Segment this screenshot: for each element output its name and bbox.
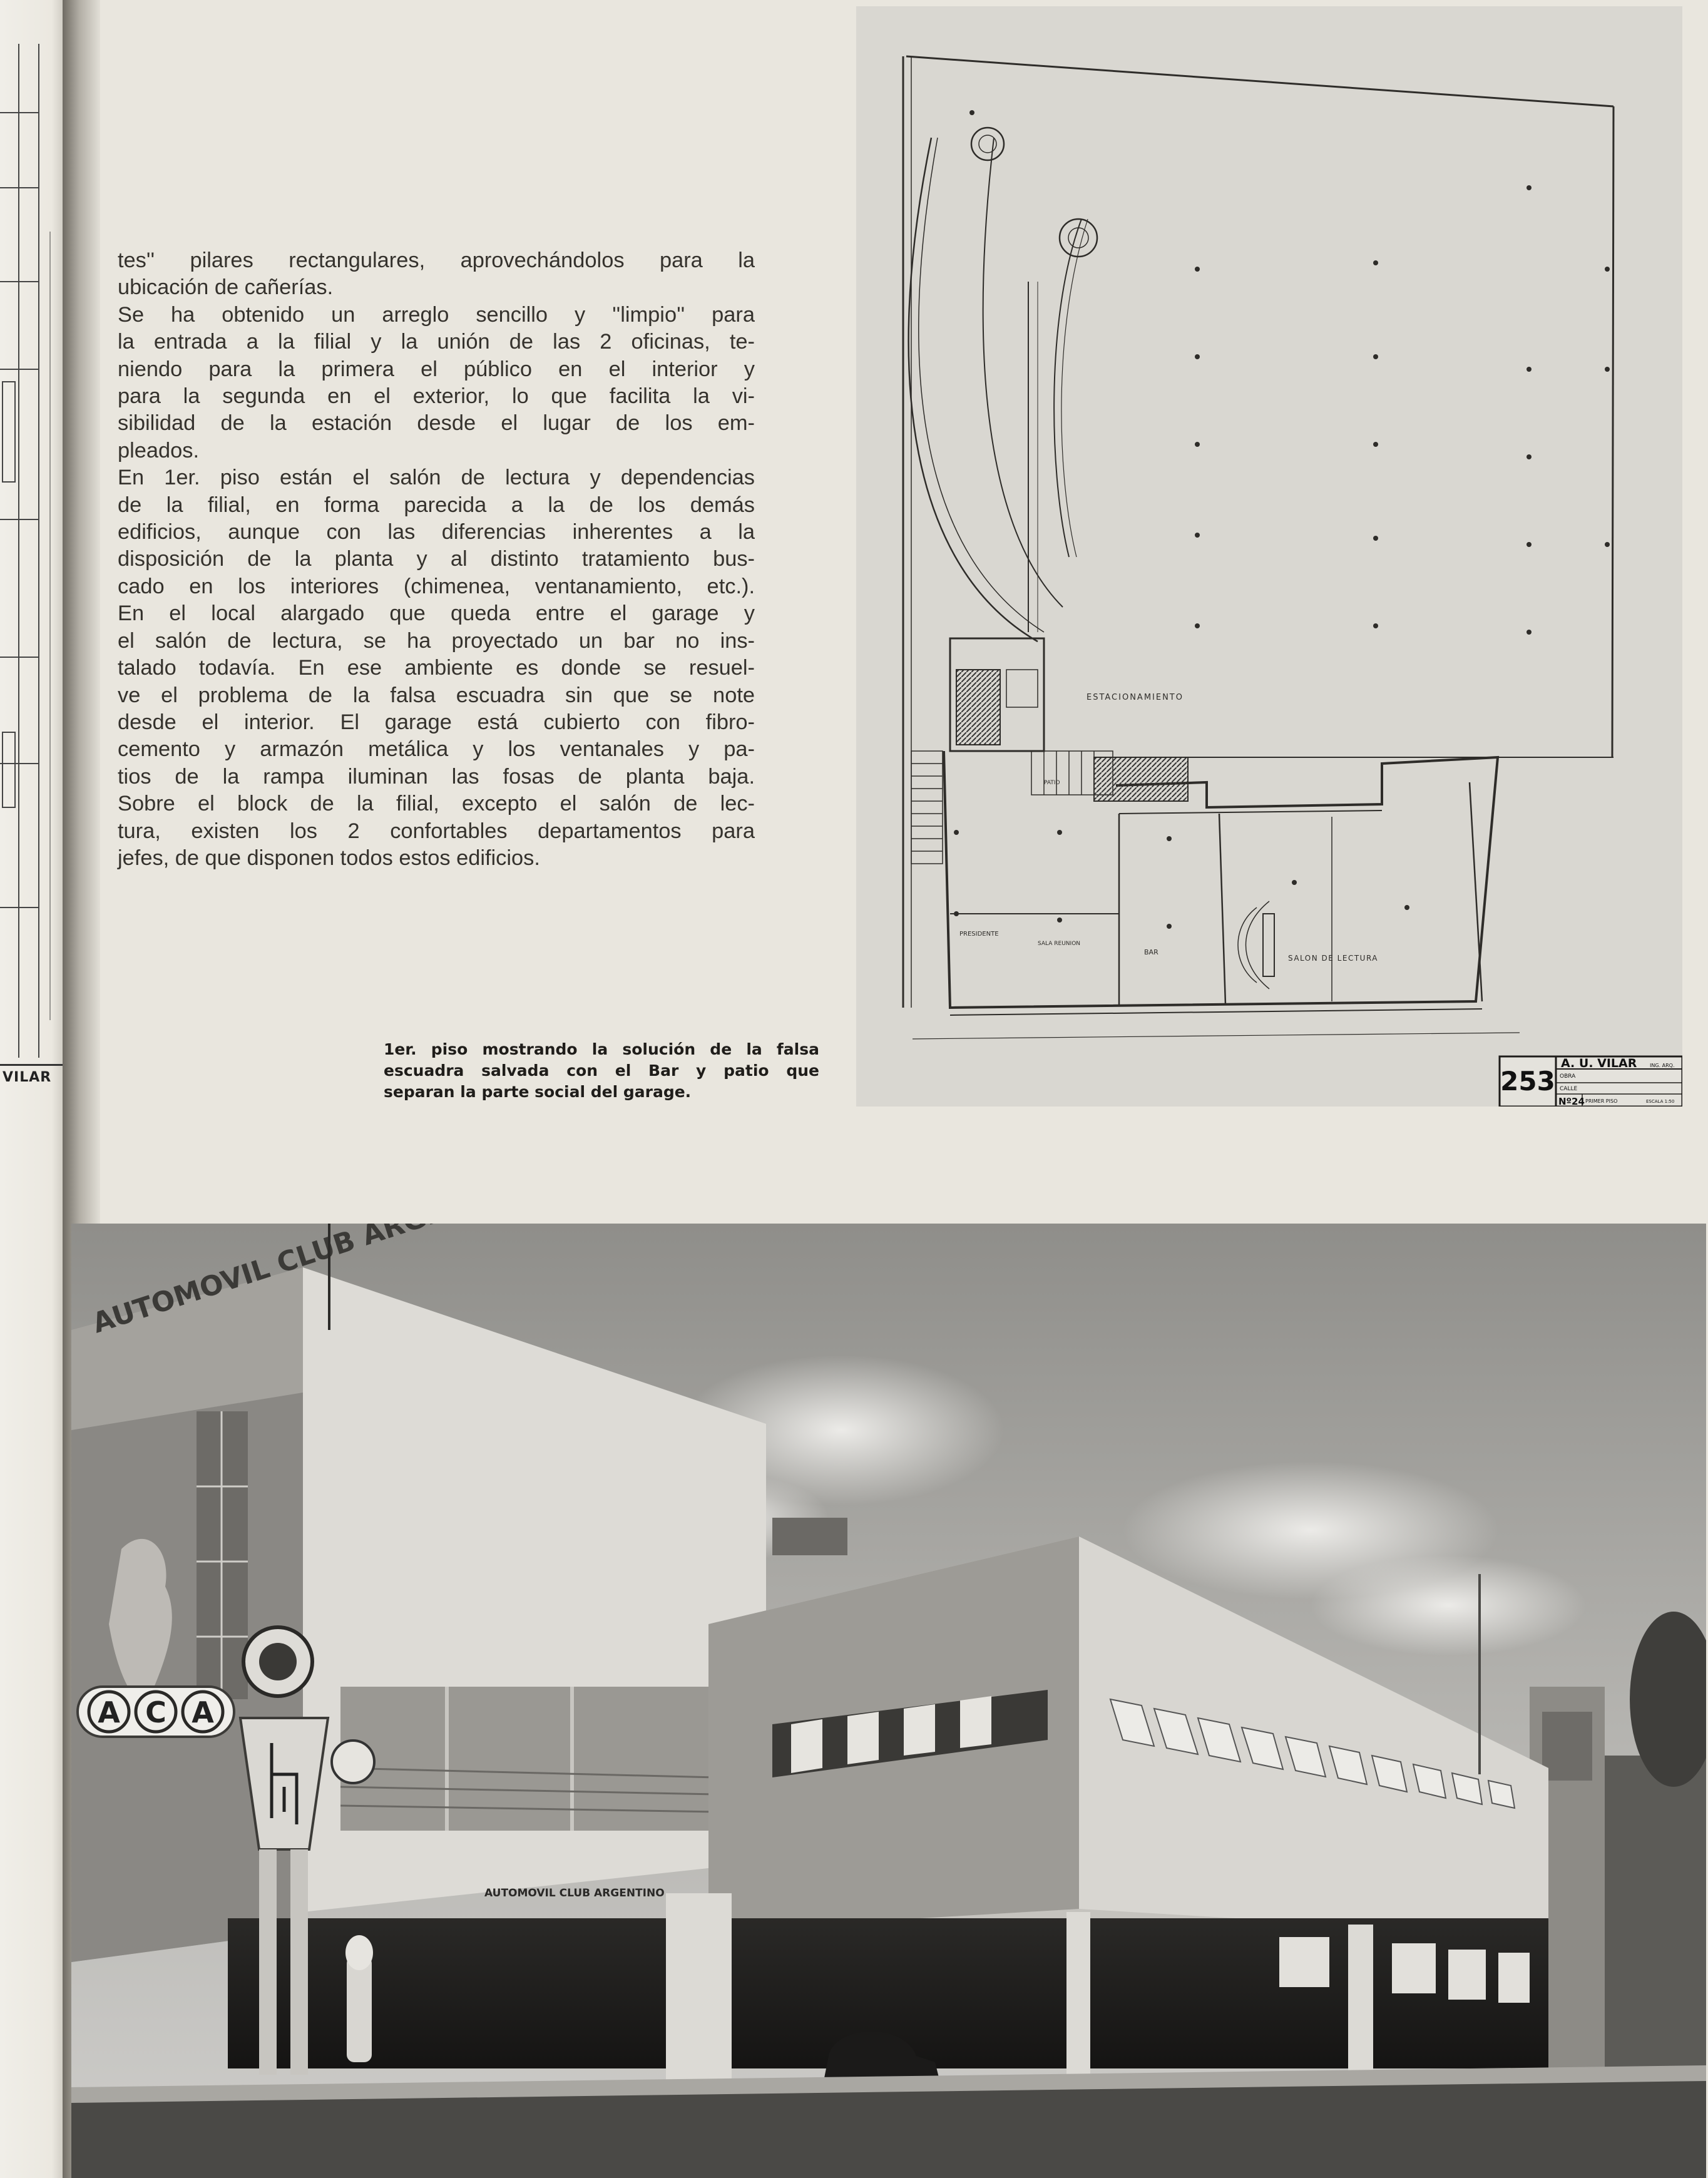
building-photograph [71, 1224, 1706, 2178]
article-line: desde el interior. El garage está cubierto con fibro- [118, 710, 755, 734]
plan-author-suffix: ING. ARQ. [1650, 1063, 1675, 1068]
floor-plan-svg [856, 6, 1682, 1107]
article-line: pleados. [118, 438, 200, 463]
aca-letter-2: C [145, 1695, 166, 1729]
article-line: talado todavía. En ese ambiente es donde se resuel- [118, 656, 755, 680]
aca-letter-1: A [98, 1695, 120, 1729]
previous-page-plan-fragment [0, 44, 63, 1058]
article-line: el salón de lectura, se ha proyectado un bar no ins- [118, 628, 755, 653]
article-line: cemento y armazón metálica y los ventanales y pa- [118, 737, 755, 762]
caption-line: 1er. piso mostrando la solución de la falsa [384, 1040, 819, 1058]
previous-page-title-block [0, 1064, 70, 1122]
article-line: la entrada a la filial y la unión de las 2 oficinas, te- [118, 330, 755, 354]
plan-label-president: PRESIDENTE [959, 931, 999, 938]
article-line: tios de la rampa iluminan las fosas de planta baja. [118, 764, 755, 789]
plan-label-meeting-room: SALA REUNION [1038, 941, 1081, 947]
article-line: disposición de la planta y al distinto tratamiento bus- [118, 547, 755, 571]
article-line: En el local alargado que queda entre el garage y [118, 601, 755, 626]
plan-row-obra: OBRA [1560, 1073, 1576, 1080]
article-line: edificios, aunque con las diferencias inherentes a la [118, 520, 755, 544]
article-line: niendo para la primera el público en el interior y [118, 357, 755, 381]
plan-sheet-number: 253 [1500, 1066, 1555, 1097]
plan-title-text: PRIMER PISO [1585, 1098, 1618, 1104]
plan-number: Nº24 [1558, 1096, 1585, 1107]
article-line: ve el problema de la falsa escuadra sin que se note [118, 683, 755, 707]
canopy-sign: AUTOMOVIL CLUB ARGENTINO [484, 1887, 665, 1899]
plan-scale: ESCALA 1:50 [1646, 1099, 1675, 1104]
previous-page-stamp-text: VILAR [3, 1070, 52, 1085]
floor-plan-drawing [856, 6, 1682, 1107]
plan-label-patio: PATIO [1044, 780, 1060, 786]
aca-letter-3: A [192, 1695, 214, 1729]
plan-caption [384, 1039, 819, 1103]
building-photograph-svg [71, 1224, 1706, 2178]
article-line: tes'' pilares rectangulares, aprovechándolos para la [118, 248, 755, 272]
article-line: sibilidad de la estación desde el lugar de los em- [118, 411, 755, 436]
caption-line: separan la parte social del garage. [384, 1083, 692, 1101]
article-line: ubicación de cañerías. [118, 275, 334, 300]
facade-sign: AUTOMOVIL CLUB [88, 1224, 359, 1340]
article-line: de la filial, en forma parecida a la de los demás [118, 493, 755, 517]
article-line: cado en los interiores (chimenea, ventanamiento, etc.). [118, 574, 755, 598]
plan-label-reading-room: SALON DE LECTURA [1288, 954, 1378, 963]
article-line: tura, existen los 2 confortables departamentos para [118, 819, 755, 843]
article-line: Se ha obtenido un arreglo sencillo y ''limpio'' para [118, 302, 755, 327]
article-line: para la segunda en el exterior, lo que facilita la vi- [118, 384, 755, 409]
plan-label-bar: BAR [1144, 948, 1158, 956]
plan-author: A. U. VILAR [1561, 1056, 1637, 1070]
plan-row-calle: CALLE [1560, 1086, 1578, 1092]
article-line: jefes, de que disponen todos estos edificios. [118, 846, 540, 870]
article-body [118, 247, 755, 872]
plan-title-block [1500, 1056, 1682, 1107]
article-line: Sobre el block de la filial, excepto el salón de lec- [118, 792, 755, 816]
article-line: En 1er. piso están el salón de lectura y dependencias [118, 466, 755, 490]
plan-label-parking: ESTACIONAMIENTO [1087, 693, 1184, 702]
caption-line: escuadra salvada con el Bar y patio que [384, 1061, 819, 1080]
